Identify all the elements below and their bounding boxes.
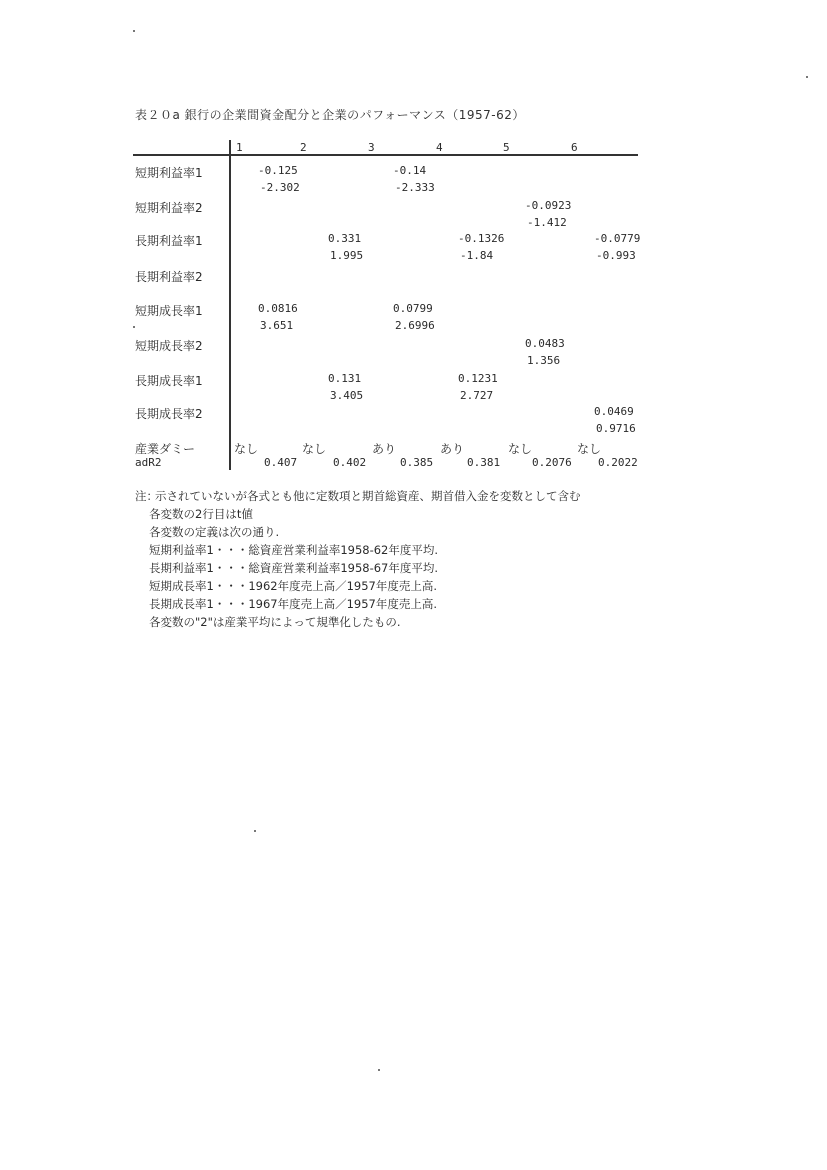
- note-line: 長期利益率1・・・総資産営業利益率1958-67年度平均.: [149, 561, 439, 575]
- adjr2-value: 0.385: [400, 456, 434, 469]
- dummy-value: あり: [372, 442, 397, 456]
- note-line: 各変数の"2"は産業平均によって規準化したもの.: [149, 615, 401, 629]
- coefficient-value: -0.0923: [525, 199, 572, 212]
- coefficient-value: 0.0799: [393, 302, 433, 315]
- notes-prefix: 注：: [135, 489, 158, 503]
- t-value: -0.993: [596, 249, 636, 262]
- t-value: 0.9716: [596, 422, 636, 435]
- adjr2-value: 0.2076: [532, 456, 572, 469]
- coefficient-value: -0.1326: [458, 232, 505, 245]
- t-value: 3.651: [260, 319, 294, 332]
- note-line: 各変数の2行目はt値: [149, 507, 253, 521]
- column-header: 2: [300, 141, 307, 154]
- t-value: 1.356: [527, 354, 561, 367]
- adjr2-value: 0.2022: [598, 456, 638, 469]
- row-label: 短期利益率2: [135, 201, 203, 215]
- adjr2-value: 0.402: [333, 456, 367, 469]
- note-line: 短期利益率1・・・総資産営業利益率1958-62年度平均.: [149, 543, 439, 557]
- dummy-value: なし: [234, 442, 259, 456]
- adjr2-value: 0.381: [467, 456, 501, 469]
- note-line: 示されていないが各式とも他に定数項と期首総資産、期首借入金を変数として含む: [155, 489, 581, 503]
- dummy-value: なし: [302, 442, 327, 456]
- column-header: 6: [571, 141, 578, 154]
- column-header: 3: [368, 141, 375, 154]
- column-header: 5: [503, 141, 510, 154]
- t-value: -2.333: [395, 181, 435, 194]
- coefficient-value: 0.131: [328, 372, 362, 385]
- coefficient-value: 0.331: [328, 232, 362, 245]
- dummy-value: あり: [440, 442, 465, 456]
- note-line: 長期成長率1・・・1967年度売上高／1957年度売上高.: [149, 597, 438, 611]
- label-divider: [229, 140, 231, 470]
- row-label: 長期利益率1: [135, 234, 203, 248]
- header-rule: [133, 154, 638, 156]
- t-value: -2.302: [260, 181, 300, 194]
- adjr2-label: adR2: [135, 456, 162, 469]
- coefficient-value: -0.14: [393, 164, 427, 177]
- scan-speck: [133, 30, 135, 32]
- dummy-value: なし: [577, 442, 602, 456]
- row-label: 長期成長率2: [135, 407, 203, 421]
- row-label: 短期利益率1: [135, 166, 203, 180]
- t-value: -1.84: [460, 249, 494, 262]
- t-value: 1.995: [330, 249, 364, 262]
- dummy-label: 産業ダミー: [135, 442, 196, 456]
- scan-speck: [378, 1069, 380, 1071]
- row-label: 短期成長率1: [135, 304, 203, 318]
- scan-speck: [806, 76, 808, 78]
- t-value: 3.405: [330, 389, 364, 402]
- t-value: 2.727: [460, 389, 494, 402]
- row-label: 長期利益率2: [135, 270, 203, 284]
- row-label: 長期成長率1: [135, 374, 203, 388]
- table-title: 表２０a 銀行の企業間資金配分と企業のパフォーマンス（1957-62）: [135, 108, 525, 122]
- adjr2-value: 0.407: [264, 456, 298, 469]
- t-value: -1.412: [527, 216, 567, 229]
- t-value: 2.6996: [395, 319, 435, 332]
- coefficient-value: -0.0779: [594, 232, 641, 245]
- note-line: 各変数の定義は次の通り.: [149, 525, 280, 539]
- coefficient-value: -0.125: [258, 164, 298, 177]
- dummy-value: なし: [508, 442, 533, 456]
- scan-speck: [254, 830, 256, 832]
- coefficient-value: 0.0816: [258, 302, 298, 315]
- coefficient-value: 0.1231: [458, 372, 498, 385]
- row-label: 短期成長率2: [135, 339, 203, 353]
- note-line: 短期成長率1・・・1962年度売上高／1957年度売上高.: [149, 579, 438, 593]
- coefficient-value: 0.0483: [525, 337, 565, 350]
- coefficient-value: 0.0469: [594, 405, 634, 418]
- column-header: 4: [436, 141, 443, 154]
- column-header: 1: [236, 141, 243, 154]
- scan-speck: [133, 326, 135, 328]
